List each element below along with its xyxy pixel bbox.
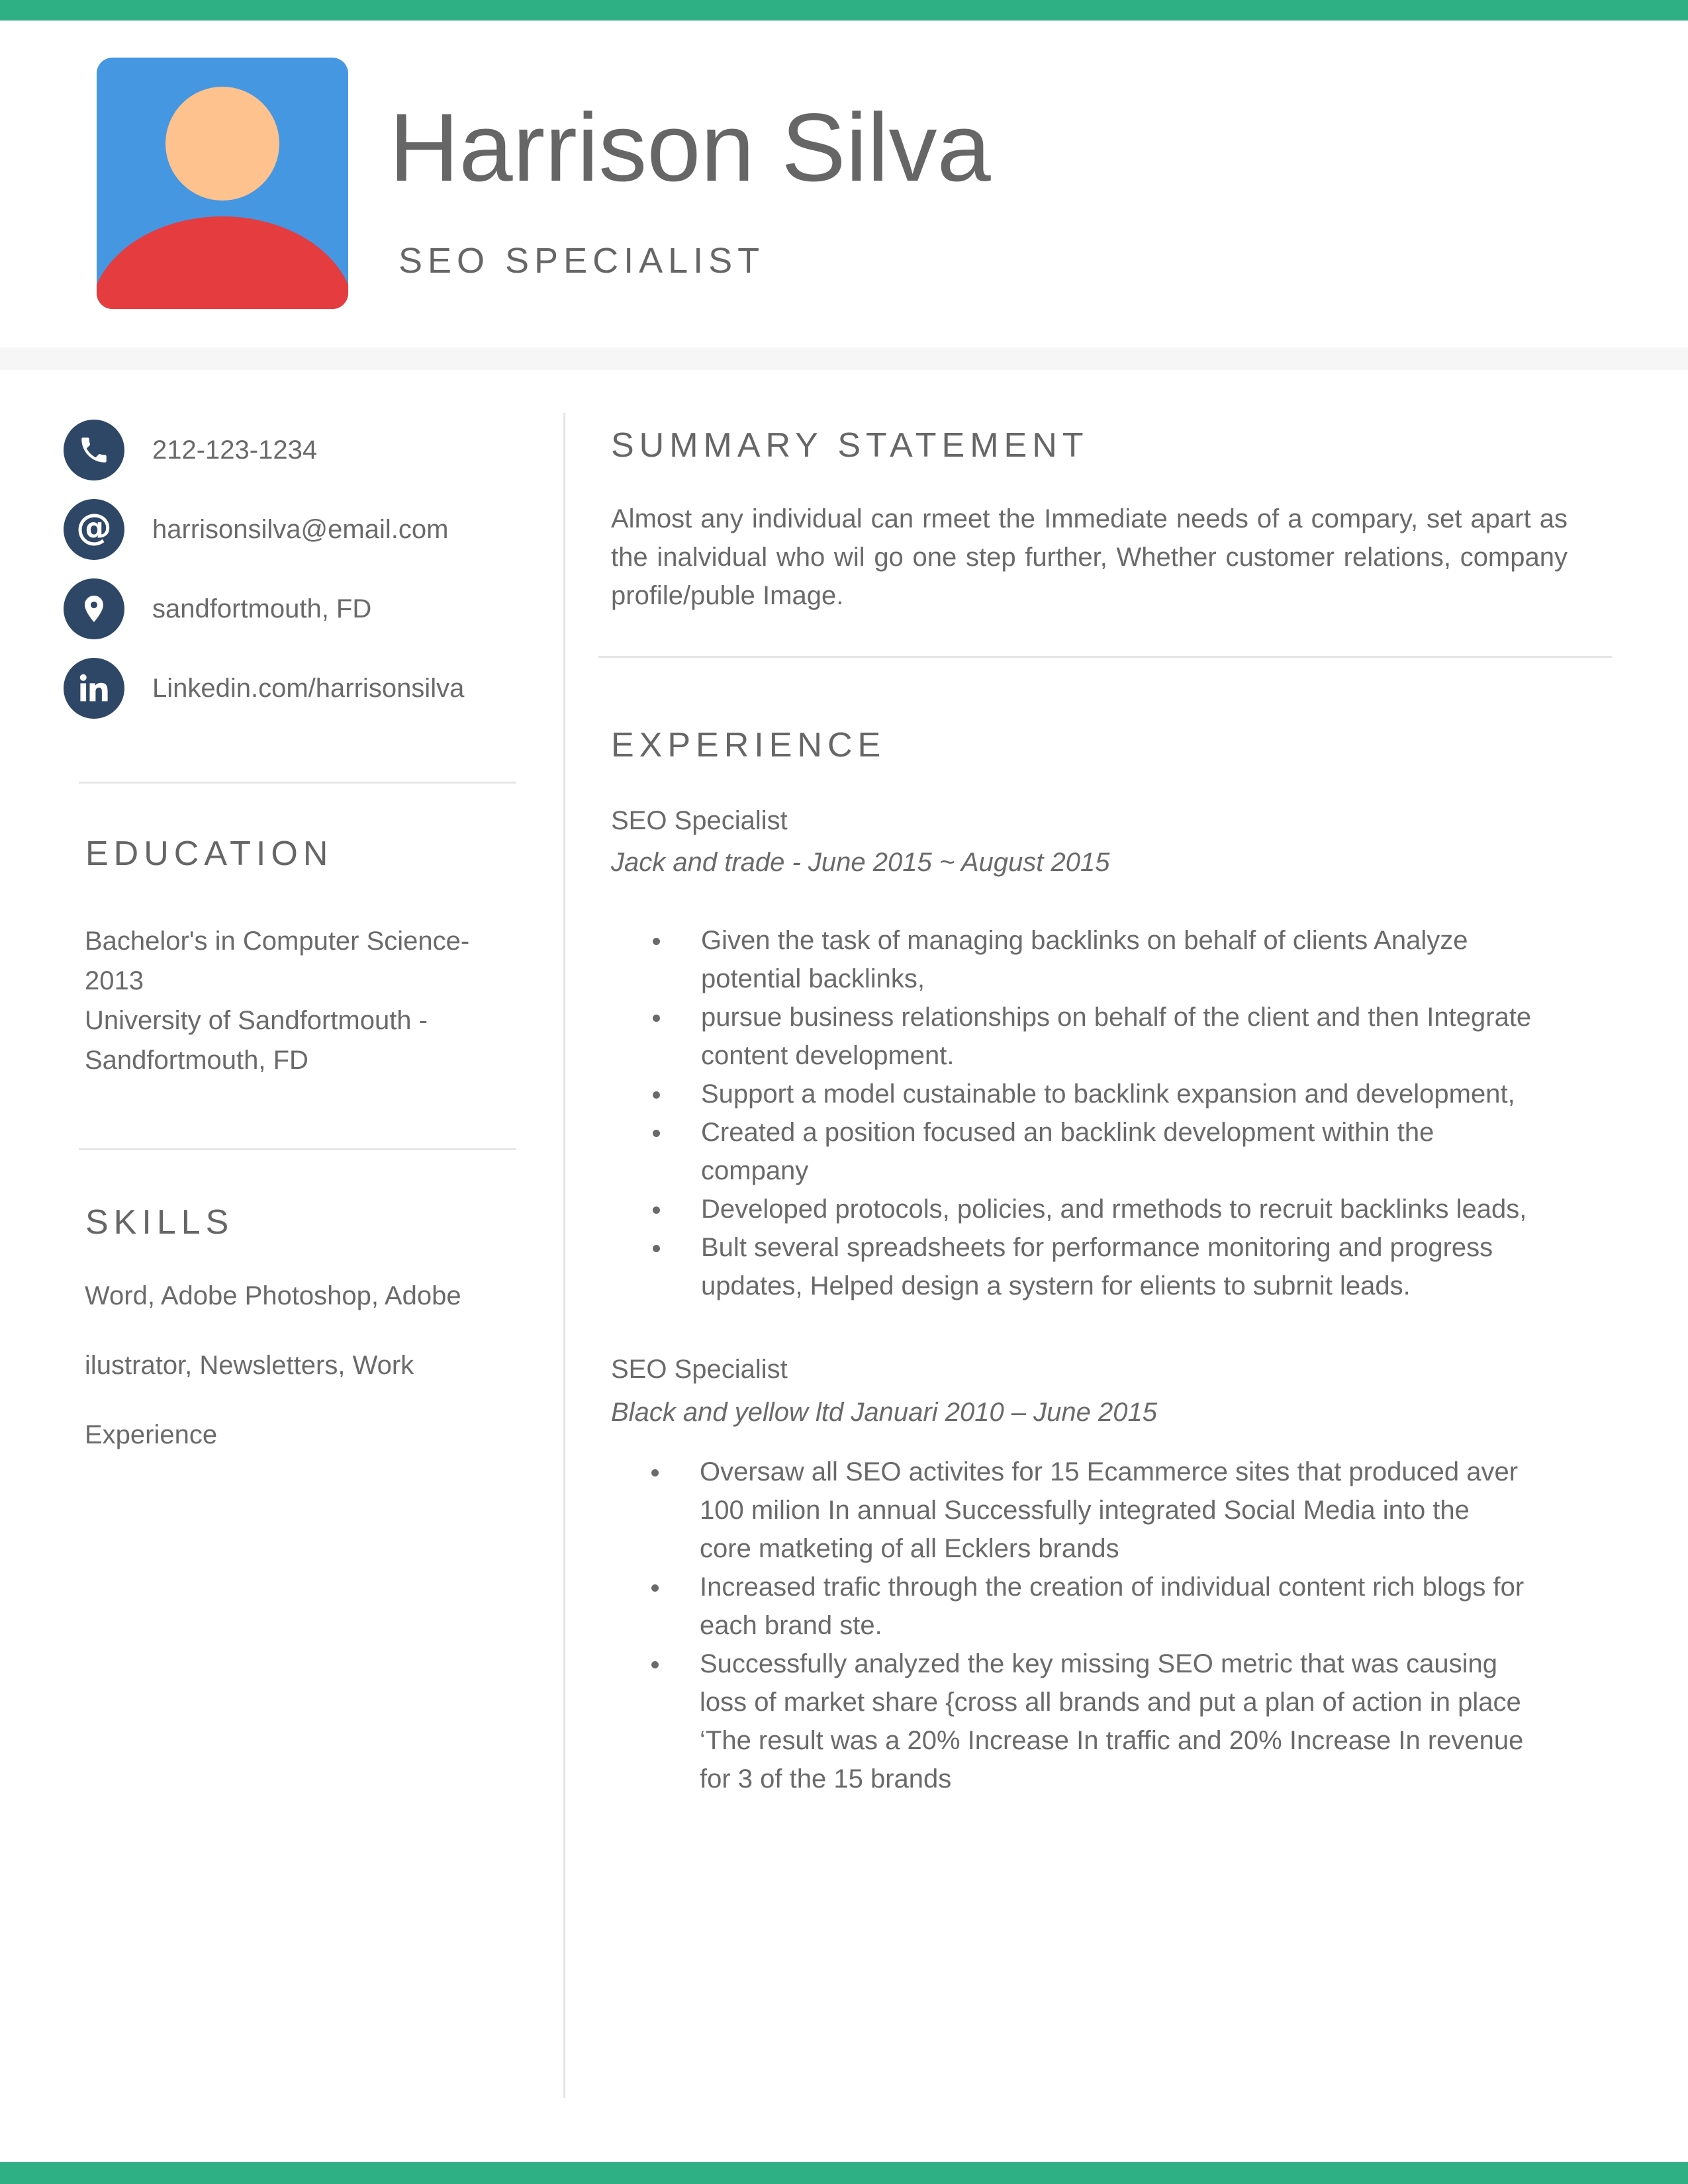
- bullet-line: Oversaw all SEO activites for 15 Ecammerce sites that produced aver: [700, 1457, 1519, 1486]
- bullet-line: Bult several spreadsheets for performance monitoring and progress: [701, 1233, 1493, 1262]
- bullet-line: Support a model custainable to backlink expansion and development,: [701, 1079, 1515, 1109]
- phone-icon: [64, 420, 124, 480]
- list-item: [611, 1113, 1531, 1190]
- job-1-title: SEO Specialist: [611, 806, 788, 835]
- location-pin-icon: [64, 578, 124, 639]
- summary-heading: SUMMARY STATEMENT: [611, 426, 1089, 465]
- right-divider: [598, 656, 1612, 658]
- skills-line: Experience: [85, 1420, 218, 1449]
- avatar-head: [165, 87, 279, 201]
- job-2-bullets: [610, 1453, 1524, 1798]
- bullet-line: Given the task of managing backlinks on behalf of clients Analyze: [701, 926, 1468, 955]
- job-1-meta: Jack and trade - June 2015 ~ August 2015: [611, 848, 1110, 877]
- avatar-body: [97, 216, 348, 309]
- education-details: [85, 921, 469, 1080]
- location-text: sandfortmouth, FD: [152, 594, 372, 623]
- email-text: harrisonsilva@email.com: [152, 515, 449, 544]
- bullet-line: loss of market share {cross all brands and put a plan of action in place: [700, 1688, 1521, 1717]
- education-line: Bachelor's in Computer Science-: [85, 927, 470, 956]
- candidate-name: Harrison Silva: [389, 93, 991, 201]
- skills-heading: SKILLS: [85, 1203, 234, 1242]
- list-item: [611, 921, 1531, 998]
- contact-phone: [64, 420, 527, 480]
- list-item: [610, 1568, 1524, 1645]
- education-line: 2013: [85, 966, 144, 995]
- job-2-meta: Black and yellow ltd Januari 2010 – June 2015: [611, 1398, 1157, 1427]
- at-icon: @: [64, 499, 124, 560]
- skills-line: ilustrator, Newsletters, Work: [85, 1351, 414, 1380]
- skills-list: [85, 1261, 461, 1470]
- bullet-line: ‘The result was a 20% Increase In traffic and 20% Increase In revenue: [700, 1726, 1524, 1755]
- job-2-title: SEO Specialist: [611, 1355, 788, 1384]
- list-item: [610, 1453, 1524, 1568]
- bullet-line: each brand ste.: [700, 1611, 882, 1640]
- summary-text: Almost any individual can rmeet the Immediate needs of a compary, set apart as the inalvidual who wil go one step further, Whether customer relations, company profile/puble Image.: [611, 504, 1568, 610]
- bullet-line: pursue business relationships on behalf of the client and then Integrate: [701, 1003, 1532, 1032]
- bottom-accent-bar: [0, 2162, 1688, 2184]
- bullet-line: Successfully analyzed the key missing SEO metric that was causing: [700, 1649, 1497, 1678]
- list-item: [611, 998, 1531, 1075]
- top-accent-bar: [0, 0, 1688, 21]
- bullet-line: content development.: [701, 1041, 955, 1070]
- education-line: University of Sandfortmouth -: [85, 1006, 428, 1035]
- list-item: [610, 1645, 1524, 1798]
- bullet-line: Increased trafic through the creation of individual content rich blogs for: [700, 1572, 1524, 1602]
- column-divider: [563, 413, 565, 2098]
- linkedin-text: Linkedin.com/harrisonsilva: [152, 674, 465, 703]
- education-heading: EDUCATION: [85, 835, 334, 873]
- phone-text: 212-123-1234: [152, 435, 318, 465]
- list-item: [611, 1190, 1531, 1228]
- list-item: [611, 1228, 1531, 1305]
- left-divider-2: [79, 1148, 516, 1150]
- skills-line: Word, Adobe Photoshop, Adobe: [85, 1281, 461, 1310]
- education-line: Sandfortmouth, FD: [85, 1046, 308, 1075]
- experience-heading: EXPERIENCE: [611, 726, 886, 764]
- bullet-line: updates, Helped design a systern for elients to subrnit leads.: [701, 1271, 1411, 1300]
- avatar: [97, 58, 348, 309]
- bullet-line: potential backlinks,: [701, 964, 925, 993]
- linkedin-icon: [64, 658, 124, 719]
- list-item: [611, 1075, 1531, 1113]
- bullet-line: company: [701, 1156, 809, 1185]
- job-title: SEO SPECIALIST: [399, 241, 765, 281]
- bullet-line: for 3 of the 15 brands: [700, 1764, 952, 1794]
- header-divider-band: [0, 347, 1688, 370]
- bullet-line: 100 milion In annual Successfully integrated Social Media into the: [700, 1496, 1470, 1525]
- bullet-line: Developed protocols, policies, and rmethods to recruit backlinks leads,: [701, 1195, 1527, 1224]
- left-divider-1: [79, 782, 516, 784]
- bullet-line: Created a position focused an backlink development within the: [701, 1118, 1434, 1147]
- contact-location: [64, 578, 527, 639]
- job-1-bullets: [611, 921, 1531, 1305]
- contact-email: [64, 499, 527, 560]
- bullet-line: core matketing of all Ecklers brands: [700, 1534, 1119, 1563]
- contact-linkedin: [64, 658, 527, 719]
